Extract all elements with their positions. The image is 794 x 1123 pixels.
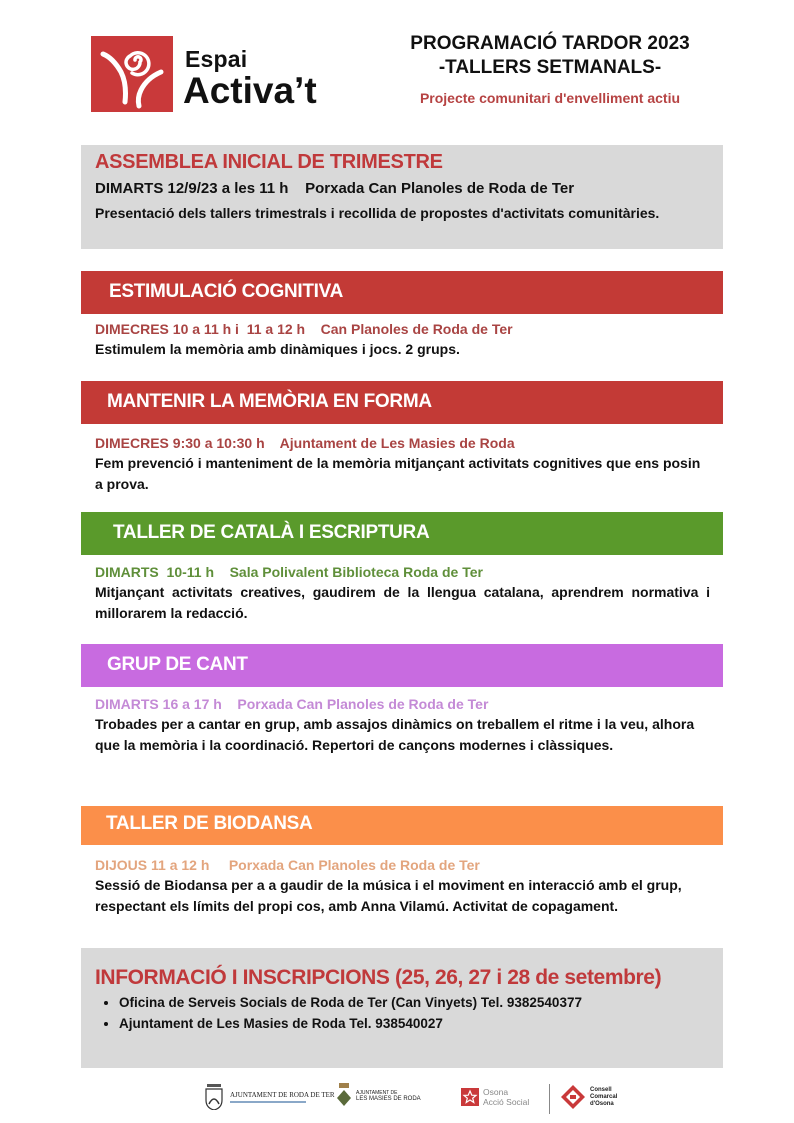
registration-item: • Oficina de Serveis Socials de Roda de Ter (Can Vinyets) Tel. 9382540377 [119,992,709,1013]
workshop-header-cant [81,644,723,687]
logo-text-activat: Activa’t [183,70,317,111]
dancing-figure-icon [91,36,173,112]
workshop-title: GRUP DE CANT [107,654,248,675]
masies-de-roda-shield-icon [336,1083,352,1109]
osona-star-icon [461,1088,479,1106]
footer-logo3-line1: Osona [483,1087,509,1097]
logo-ajuntament-roda-de-ter [204,1084,335,1110]
footer-logo3-line2: Acció Social [483,1097,530,1107]
page-title-line2: -TALLERS SETMANALS- [438,57,662,78]
workshop-description: Mitjançant activitats creatives, gaudirem de la llengua catalana, aprendrem normativa i millorarem la redacció. [95,584,710,621]
workshop-title: TALLER DE CATALÀ I ESCRIPTURA [113,522,430,543]
workshop-info-memoria [95,433,710,495]
workshop-when: DIMECRES 10 a 11 h i 11 a 12 h Can Planoles de Roda de Ter [95,321,513,337]
workshop-header-memoria [81,381,723,424]
workshop-when: DIMARTS 10-11 h Sala Polivalent Biblioteca Roda de Ter [95,564,483,580]
footer-logo4-line3: d'Osona [590,1100,614,1107]
footer-logos [0,1078,794,1118]
page-header [385,32,715,106]
workshop-info-cant [95,694,710,756]
workshop-title: MANTENIR LA MEMÒRIA EN FORMA [107,391,432,412]
consell-comarcal-emblem-icon [560,1084,586,1110]
registration-item: • Ajuntament de Les Masies de Roda Tel. 938540027 [119,1013,709,1034]
assembly-title: ASSEMBLEA INICIAL DE TRIMESTRE [95,151,443,173]
workshop-description: Fem prevenció i manteniment de la memòria mitjançant activitats cognitives que ens posin a prova. [95,455,701,492]
workshop-header-estimulacio [81,271,723,314]
page-title: PROGRAMACIÓ TARDOR 2023 [410,33,690,54]
registration-list [105,992,709,1034]
workshop-description: Trobades per a cantar en grup, amb assajos dinàmics on treballem el ritme i la veu, alhora que la memòria i la coordinació. Repertori de cançons modernes i clàssiques. [95,716,695,753]
footer-logo2-line1: AJUNTAMENT DE [356,1089,398,1096]
logo-osona-accio-social [461,1087,529,1107]
page-subtitle: Projecte comunitari d'envelliment actiu [419,90,681,106]
workshop-info-estimulacio [95,319,710,360]
footer-logo4-line1: Consell [590,1086,612,1093]
workshop-when: DIJOUS 11 a 12 h Porxada Can Planoles de Roda de Ter [95,857,480,873]
footer-logo2-line2: LES MASIES DE RODA [356,1095,421,1102]
assembly-when: DIMARTS 12/9/23 a les 11 h Porxada Can Planoles de Roda de Ter [95,180,575,197]
assembly-description: Presentació dels tallers trimestrals i recollida de propostes d'activitats comunitàries. [95,205,660,221]
logo-ajuntament-masies-de-roda [336,1083,421,1109]
registration-title: INFORMACIÓ I INSCRIPCIONS (25, 26, 27 i 28 de setembre) [95,966,662,989]
workshop-when: DIMARTS 16 a 17 h Porxada Can Planoles de Roda de Ter [95,696,489,712]
footer-logo4-line2: Comarcal [590,1093,618,1100]
workshop-description: Sessió de Biodansa per a a gaudir de la música i el moviment en interacció amb el grup, respectant els límits del propi cos, amb Anna Vilamú. Activitat de copagament. [95,877,682,914]
workshop-header-biodansa [81,806,723,845]
assembly-section [81,145,723,249]
logo-consell-comarcal-osona [560,1084,617,1110]
logo-text-espai: Espai [185,46,248,72]
workshop-title: ESTIMULACIÓ COGNITIVA [109,281,344,302]
workshop-description: Estimulem la memòria amb dinàmiques i jocs. 2 grups. [95,341,460,357]
workshop-when: DIMECRES 9:30 a 10:30 h Ajuntament de Les Masies de Roda [95,435,515,451]
roda-de-ter-shield-icon [204,1084,224,1110]
registration-section [81,948,723,1068]
espai-activat-logo [91,36,349,112]
footer-logo1-text: AJUNTAMENT DE RODA DE TER [230,1091,335,1099]
workshop-header-catala [81,512,723,555]
workshop-title: TALLER DE BIODANSA [106,813,313,834]
footer-divider [549,1084,550,1114]
workshop-info-biodansa [95,855,710,917]
workshop-info-catala [95,562,710,624]
